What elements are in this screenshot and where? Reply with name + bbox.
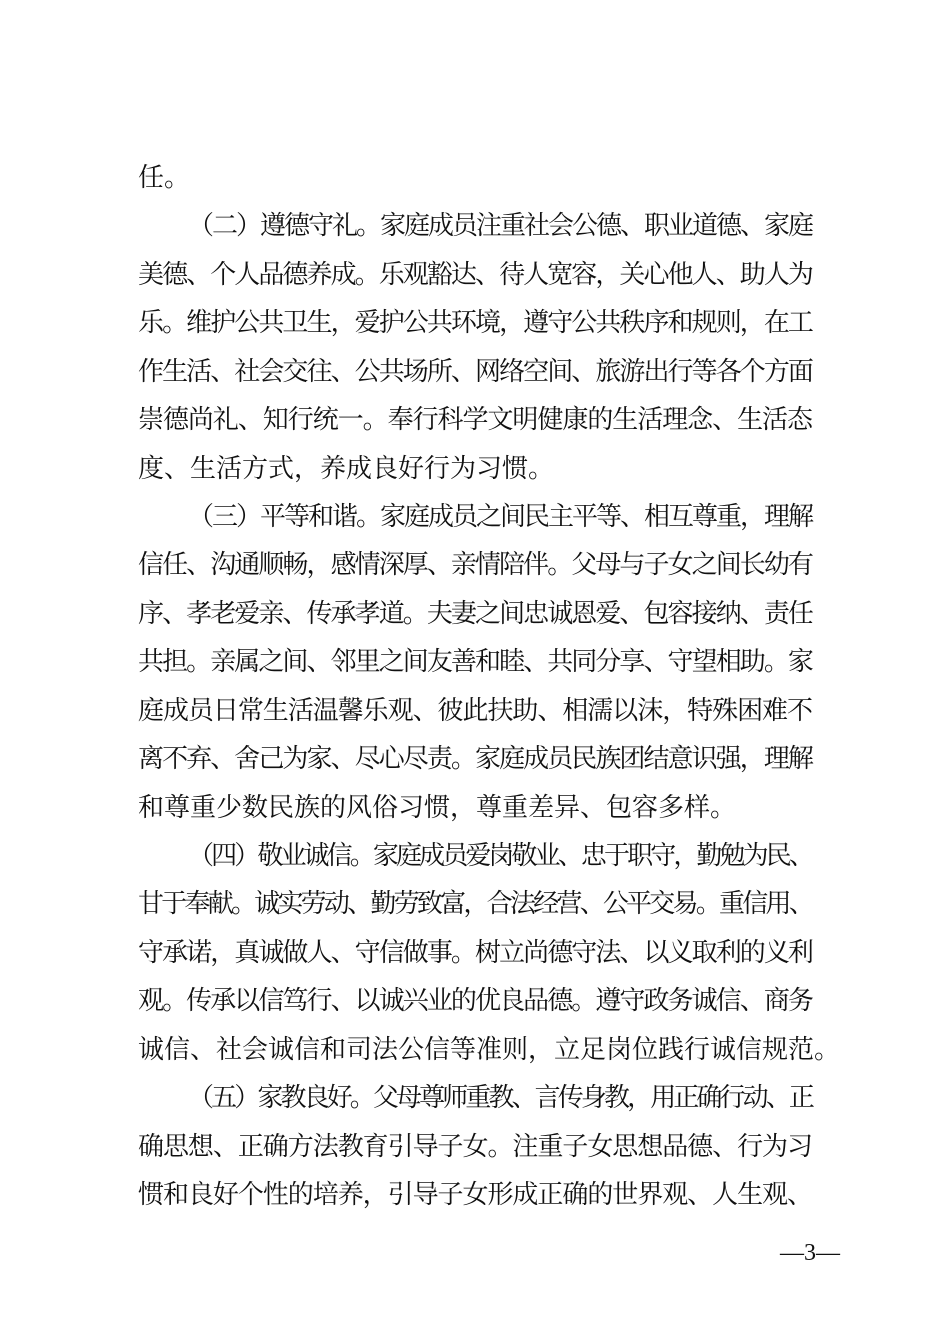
text-line (0, 206, 950, 246)
text-line (0, 836, 950, 876)
line-text: 信任、沟通顺畅，感情深厚、亲情陪伴。父母与子女之间长幼有 (138, 550, 812, 580)
line-text: 离不弃、舍己为家、尽心尽责。家庭成员民族团结意识强，理解 (138, 744, 812, 774)
text-line (0, 642, 950, 682)
text-line (0, 497, 950, 537)
text-line (0, 691, 950, 731)
line-text: 美德、个人品德养成。乐观豁达、待人宽容，关心他人、助人为 (138, 260, 812, 290)
line-text: 乐。维护公共卫生，爱护公共环境，遵守公共秩序和规则，在工 (138, 308, 812, 338)
text-line (0, 400, 950, 440)
line-text: 作生活、社会交往、公共场所、网络空间、旅游出行等各个方面 (138, 357, 812, 387)
text-line (0, 1175, 950, 1215)
line-text: 庭成员日常生活温馨乐观、彼此扶助、相濡以沫，特殊困难不 (138, 696, 812, 726)
text-line (0, 545, 950, 585)
line-text: 共担。亲属之间、邻里之间友善和睦、共同分享、守望相助。家 (138, 647, 812, 677)
text-line (0, 1030, 950, 1070)
line-text: 诚信、社会诚信和司法公信等准则，立足岗位践行诚信规范。 (138, 1035, 841, 1065)
line-text: （二）遵德守礼。家庭成员注重社会公德、职业道德、家庭 (188, 211, 812, 241)
text-line (0, 884, 950, 924)
line-text: （三）平等和谐。家庭成员之间民主平等、相互尊重，理解 (188, 502, 812, 532)
line-text: 惯和良好个性的培养，引导子女形成正确的世界观、人生观、 (138, 1180, 812, 1210)
text-line (0, 788, 950, 828)
line-text: （四）敬业诚信。家庭成员爱岗敬业、忠于职守，勤勉为民、 (188, 841, 812, 871)
text-line (0, 303, 950, 343)
line-text: 守承诺，真诚做人、守信做事。树立尚德守法、以义取利的义利 (138, 938, 812, 968)
text-line (0, 739, 950, 779)
line-text: 度、生活方式，养成良好行为习惯。 (138, 454, 555, 484)
text-line (0, 352, 950, 392)
line-text: （五）家教良好。父母尊师重教、言传身教，用正确行动、正 (188, 1083, 812, 1113)
line-text: 和尊重少数民族的风俗习惯，尊重差异、包容多样。 (138, 793, 737, 823)
line-text: 崇德尚礼、知行统一。奉行科学文明健康的生活理念、生活态 (138, 405, 812, 435)
text-line (0, 1127, 950, 1167)
line-text: 观。传承以信笃行、以诚兴业的优良品德。遵守政务诚信、商务 (138, 986, 812, 1016)
line-text: 序、孝老爱亲、传承孝道。夫妻之间忠诚恩爱、包容接纳、责任 (138, 599, 812, 629)
line-text: 甘于奉献。诚实劳动、勤劳致富，合法经营、公平交易。重信用、 (138, 889, 812, 919)
line-text: 任。 (138, 163, 191, 193)
text-line (0, 255, 950, 295)
text-line (0, 158, 950, 198)
text-line (0, 449, 950, 489)
text-line (0, 933, 950, 973)
text-line (0, 981, 950, 1021)
page-number: —3— (780, 1240, 840, 1266)
text-line (0, 1078, 950, 1118)
line-text: 确思想、正确方法教育引导子女。注重子女思想品德、行为习 (138, 1132, 812, 1162)
text-line (0, 594, 950, 634)
